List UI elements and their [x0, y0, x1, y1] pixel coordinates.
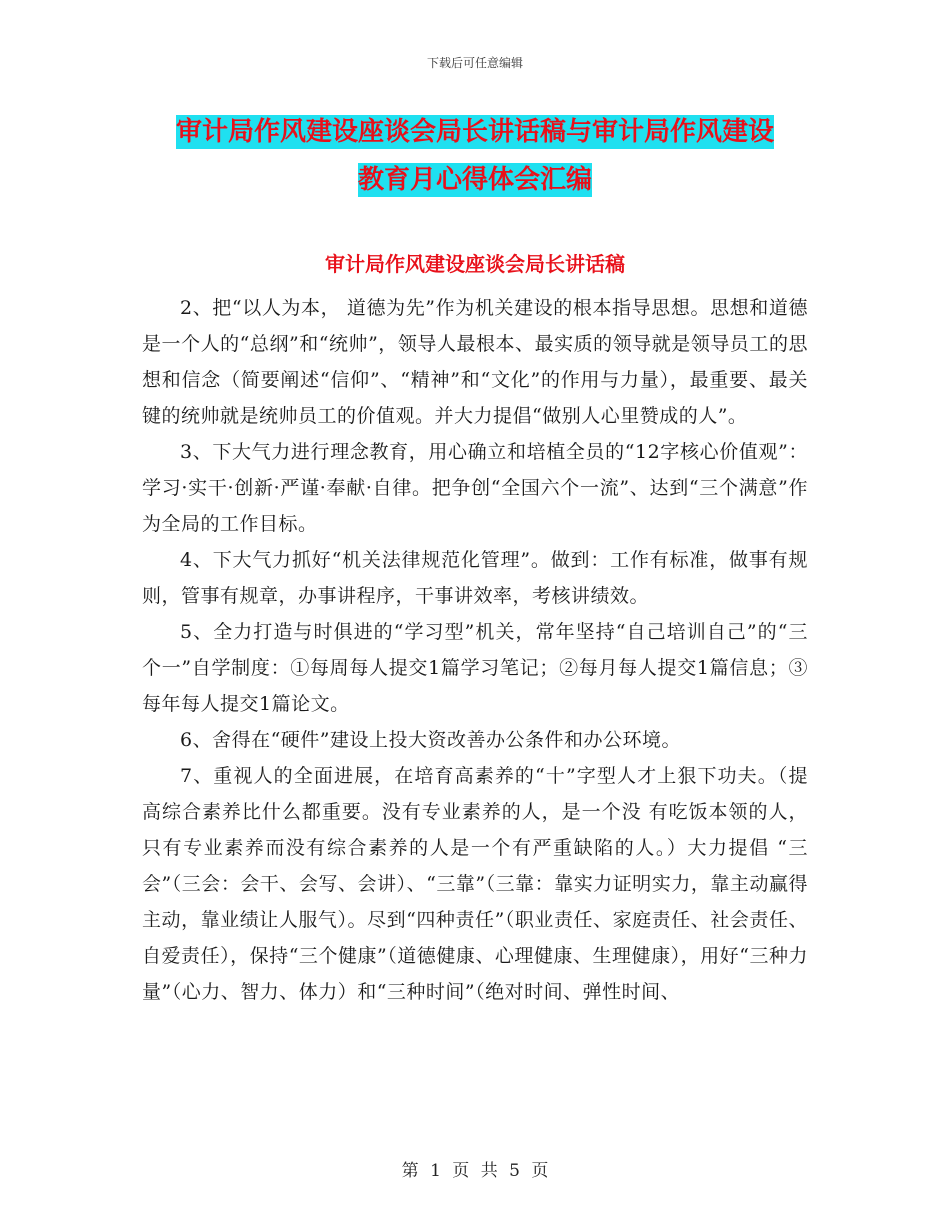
document-body	[142, 290, 808, 1010]
header-note: 下载后可任意编辑	[426, 56, 523, 70]
paragraph-3: 3、下大气力进行理念教育，用心确立和培植全员的“12字核心价值观”：学习·实干·创新·严谨·奉献·自律。把争创“全国六个一流”、达到“三个满意”作为全局的工作目标。	[142, 441, 808, 535]
document-title	[140, 108, 810, 204]
document-title-line2: 教育月心得体会汇编	[357, 165, 592, 195]
section-title: 审计局作风建设座谈会局长讲话稿	[325, 252, 625, 276]
paragraph-6: 6、舍得在“硬件”建设上投大资改善办公条件和办公环境。	[180, 729, 682, 751]
document-title-line1: 审计局作风建设座谈会局长讲话稿与审计局作风建设	[175, 117, 774, 147]
paragraph-5: 5、全力打造与时俱进的“学习型”机关，常年坚持“自己培训自己”的“三个一”自学制度：①每周每人提交1篇学习笔记；②每月每人提交1篇信息；③每年每人提交1篇论文。	[142, 621, 808, 715]
paragraph-2: 2、把“以人为本， 道德为先”作为机关建设的根本指导思想。思想和道德是一个人的“总纲”和“统帅”，领导人最根本、最实质的领导就是领导员工的思想和信念（简要阐述“信仰”、“精神”和“文化”的作用与力量），最重要、最关键的统帅就是统帅员工的价值观。并大力提倡“做别人心里赞成的人”。	[142, 297, 808, 427]
page-number: 第 1 页 共 5 页	[401, 1161, 549, 1181]
paragraph-7: 7、重视人的全面进展，在培育高素养的“十”字型人才上狠下功夫。（提高综合素养比什么都重要。没有专业素养的人，是一个没 有吃饭本领的人，只有专业素养而没有综合素养的人是一个有严重缺陷的人。）大力提倡 “三会”（三会：会干、会写、会讲）、“三靠”（三靠：靠实力证明实力，靠主动赢得主动，靠业绩让人服气）。尽到“四种责任”（职业责任、家庭责任、社会责任、自爱责任），保持“三个健康”（道德健康、心理健康、生理健康），用好“三种力量”（心力、智力、体力）和“三种时间”（绝对时间、弹性时间、	[142, 765, 808, 1003]
paragraph-4: 4、下大气力抓好“机关法律规范化管理”。做到：工作有标准，做事有规则，管事有规章，办事讲程序，干事讲效率，考核讲绩效。	[142, 549, 808, 607]
